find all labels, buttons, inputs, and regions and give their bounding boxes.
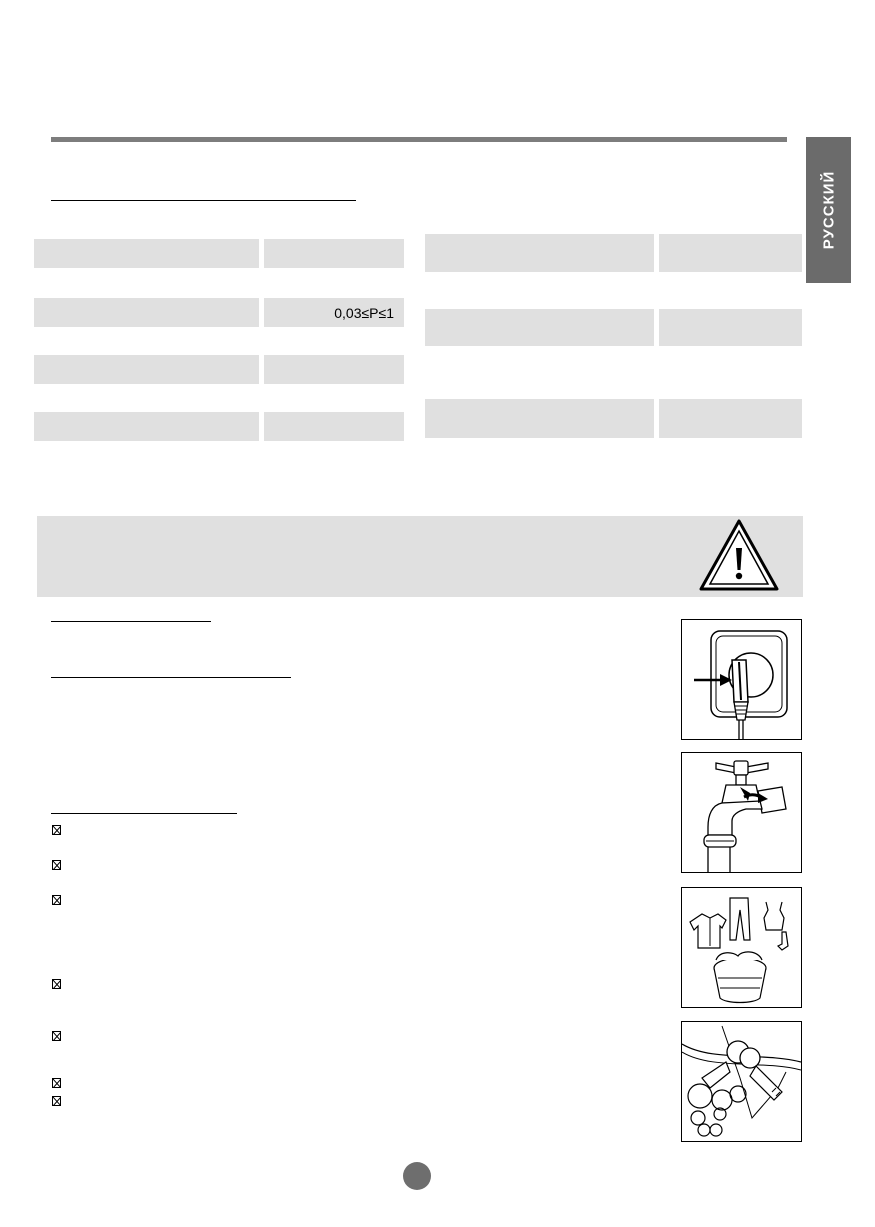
checkbox-bullet	[52, 1078, 61, 1088]
subheading-underline-1	[51, 621, 211, 622]
warning-triangle-icon	[698, 518, 780, 592]
page-number-badge	[403, 1162, 431, 1190]
warning-box	[37, 516, 803, 597]
spec-value-cell-7	[659, 399, 802, 438]
checkbox-bullet	[52, 1031, 61, 1041]
spec-value-cell-4	[264, 412, 404, 441]
pressure-value: 0,03≤P≤1	[334, 304, 394, 321]
laundry-illustration	[681, 887, 802, 1008]
spec-value-cell-3	[264, 355, 404, 384]
pocket-items-illustration	[681, 1021, 802, 1142]
checkbox-bullet	[52, 1096, 61, 1106]
spec-value-cell-5	[659, 234, 802, 272]
spec-label-cell-6	[425, 309, 654, 346]
checkbox-bullet	[52, 979, 61, 989]
spec-label-cell-4	[34, 412, 259, 441]
water-tap-illustration	[681, 752, 802, 873]
spec-value-cell-2	[264, 298, 404, 327]
top-divider	[51, 137, 787, 142]
spec-label-cell-1	[34, 239, 259, 268]
checkbox-bullet	[52, 860, 61, 870]
spec-value-cell-1	[264, 239, 404, 268]
keys-coins-icon	[682, 1022, 801, 1141]
spec-label-cell-3	[34, 355, 259, 384]
section-heading-underline	[51, 200, 356, 201]
laundry-basket-icon	[682, 888, 801, 1007]
water-tap-icon	[682, 753, 801, 872]
subheading-underline-3	[51, 813, 237, 814]
power-plug-icon	[682, 620, 801, 739]
language-tab-label: РУССКИЙ	[820, 170, 837, 250]
spec-label-cell-7	[425, 399, 654, 438]
checkbox-bullet	[52, 825, 61, 835]
checkbox-bullet	[52, 895, 61, 905]
spec-value-cell-6	[659, 309, 802, 346]
spec-label-cell-2	[34, 298, 259, 327]
spec-label-cell-5	[425, 234, 654, 272]
subheading-underline-2	[51, 677, 291, 678]
plug-socket-illustration	[681, 619, 802, 740]
language-tab	[806, 137, 851, 283]
